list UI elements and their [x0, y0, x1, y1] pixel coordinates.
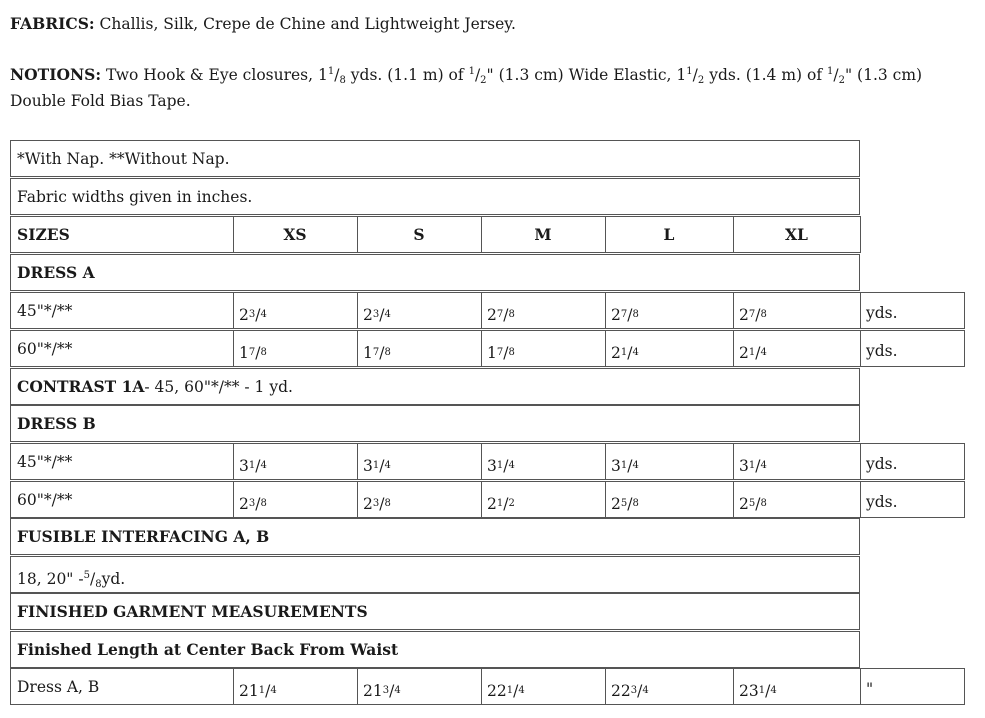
- size-m: M: [481, 216, 606, 253]
- yardage-value: 3 1 / 4: [481, 443, 606, 480]
- notions-label: NOTIONS:: [10, 65, 102, 84]
- length-heading: Finished Length at Center Back From Waist: [10, 631, 860, 668]
- yardage-value: 21 3 / 4: [357, 668, 482, 705]
- row-label: 45"*/**: [10, 443, 234, 480]
- yardage-value: 2 7 / 8: [605, 292, 734, 329]
- notions-note: [10, 62, 970, 114]
- yardage-value: 22 3 / 4: [605, 668, 734, 705]
- yardage-value: 2 7 / 8: [481, 292, 606, 329]
- yardage-value: 2 1 / 2: [481, 481, 606, 518]
- yardage-value: 2 3 / 8: [357, 481, 482, 518]
- fraction-numerator: 1: [686, 66, 693, 77]
- fabrics-note: [10, 11, 516, 37]
- unit-label: yds.: [860, 443, 965, 480]
- size-l: L: [605, 216, 734, 253]
- yardage-value: 2 3 / 4: [233, 292, 358, 329]
- interfacing-suffix: yd.: [101, 569, 126, 588]
- fraction-denominator: 2: [838, 75, 845, 86]
- yardage-value: 3 1 / 4: [605, 443, 734, 480]
- fraction-numerator: 5: [83, 569, 90, 581]
- yardage-value: 3 1 / 4: [357, 443, 482, 480]
- contrast-label: CONTRAST 1A: [17, 377, 145, 396]
- unit-label: yds.: [860, 292, 965, 329]
- size-s: S: [357, 216, 482, 253]
- yardage-value: 21 1 / 4: [233, 668, 358, 705]
- yardage-value: 2 3 / 4: [357, 292, 482, 329]
- interfacing-text: 18, 20" -: [17, 569, 84, 588]
- fraction-denominator: 2: [480, 75, 487, 86]
- row-label: 45"*/**: [10, 292, 234, 329]
- unit-label: yds.: [860, 481, 965, 518]
- contrast-note: [10, 368, 860, 405]
- yardage-value: 3 1 / 4: [233, 443, 358, 480]
- row-label: Dress A, B: [10, 668, 234, 705]
- yardage-value: 3 1 / 4: [733, 443, 861, 480]
- measurements-heading: FINISHED GARMENT MEASUREMENTS: [10, 593, 860, 630]
- widths-note: Fabric widths given in inches.: [10, 178, 860, 215]
- row-label: 60"*/**: [10, 481, 234, 518]
- dress-b-heading: DRESS B: [10, 405, 860, 442]
- fraction-numerator: 1: [327, 66, 335, 77]
- dress-a-heading: DRESS A: [10, 254, 860, 291]
- yardage-value: 23 1 / 4: [733, 668, 861, 705]
- yardage-value: 22 1 / 4: [481, 668, 606, 705]
- yardage-value: 2 5 / 8: [733, 481, 861, 518]
- yardage-value: 2 5 / 8: [605, 481, 734, 518]
- fraction-denominator: 8: [339, 75, 346, 86]
- interfacing-heading: FUSIBLE INTERFACING A, B: [10, 518, 860, 555]
- yardage-value: 1 7 / 8: [481, 330, 606, 367]
- nap-note: *With Nap. **Without Nap.: [10, 140, 860, 177]
- yardage-value: 2 7 / 8: [733, 292, 861, 329]
- contrast-text: - 45, 60"*/** - 1 yd.: [144, 377, 293, 396]
- interfacing-value: [10, 556, 860, 593]
- row-label: 60"*/**: [10, 330, 234, 367]
- fabrics-label: FABRICS:: [10, 14, 95, 33]
- interfacing-fraction: $^5/_8$: [83, 569, 102, 590]
- size-xs: XS: [233, 216, 358, 253]
- fraction-numerator: 1: [468, 66, 475, 77]
- fraction-denominator: 2: [697, 75, 705, 86]
- fraction-denominator: 8: [95, 578, 102, 590]
- yardage-value: 2 1 / 4: [605, 330, 734, 367]
- yardage-value: 1 7 / 8: [357, 330, 482, 367]
- fraction-numerator: 1: [827, 66, 834, 77]
- size-xl: XL: [733, 216, 861, 253]
- yardage-value: 1 7 / 8: [233, 330, 358, 367]
- unit-label: ": [860, 668, 965, 705]
- sizes-label: SIZES: [10, 216, 234, 253]
- unit-label: yds.: [860, 330, 965, 367]
- notions-text: Two Hook & Eye closures, $1^1/_8$ yds. (1.1 m) of $^1/_2$" (1.3 cm) Wide Elastic, $1^1/_2$ yds. (1.4 m) of $^1/_2$" (1.3 cm) Double Fold Bias Tape.: [10, 66, 923, 110]
- yardage-value: 2 1 / 4: [733, 330, 861, 367]
- yardage-value: 2 3 / 8: [233, 481, 358, 518]
- fabrics-text: Challis, Silk, Crepe de Chine and Lightweight Jersey.: [94, 15, 516, 33]
